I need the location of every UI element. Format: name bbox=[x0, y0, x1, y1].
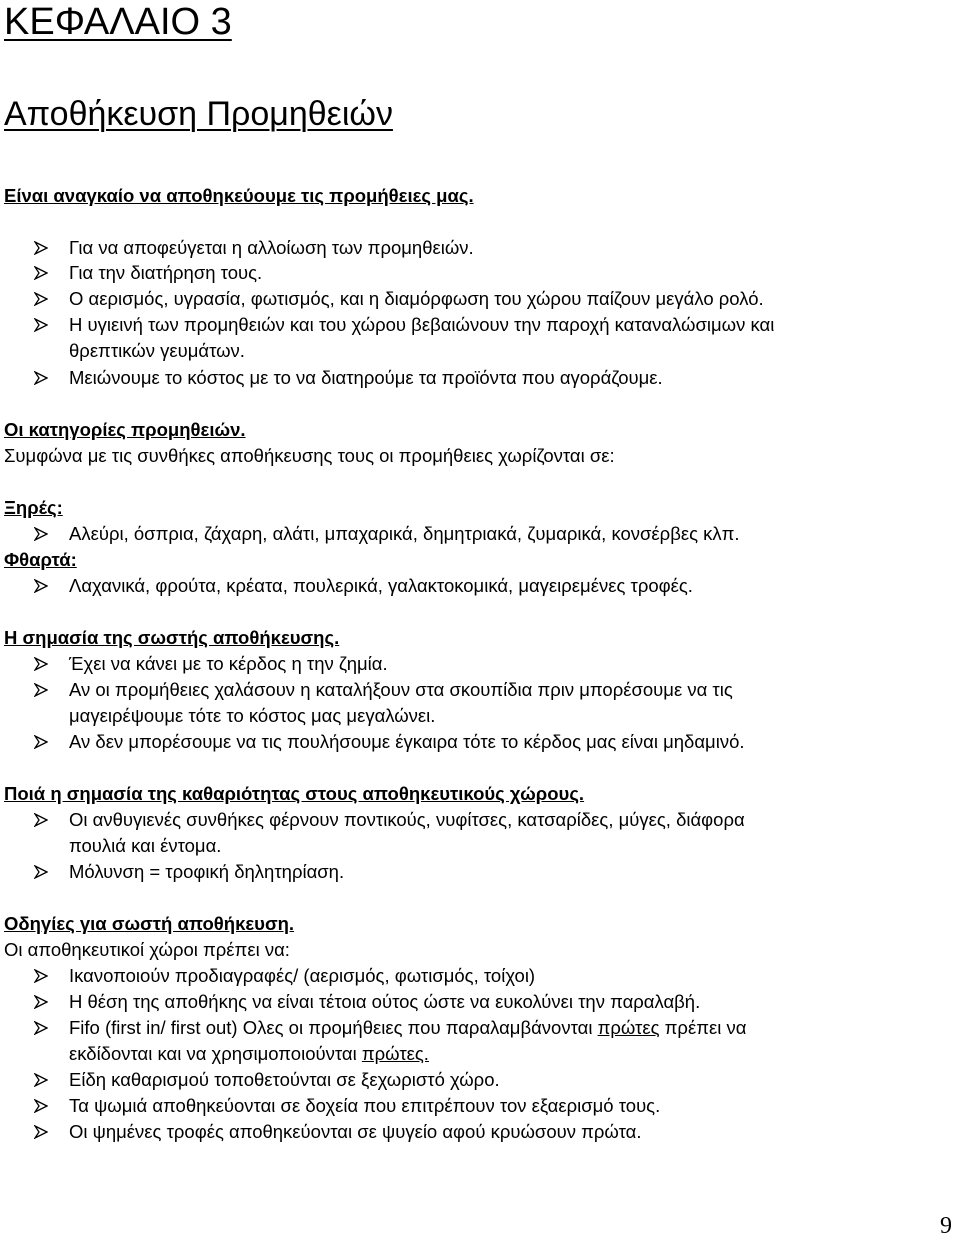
list-item: Αν οι προμήθειες χαλάσουν η καταλήξουν στα σκουπίδια πριν μπορέσουμε να τις bbox=[69, 679, 733, 700]
list-item: Οι ανθυγιενές συνθήκες φέρνουν ποντικούς, νυφίτσες, κατσαρίδες, μύγες, διάφορα bbox=[69, 809, 745, 830]
arrowhead-bullet-icon bbox=[34, 371, 48, 385]
intro-heading: Είναι αναγκαίο να αποθηκεύουμε τις προμήθειες μας. bbox=[4, 185, 474, 206]
arrowhead-bullet-icon bbox=[34, 683, 48, 697]
importance-heading: Η σημασία της σωστής αποθήκευσης. bbox=[4, 627, 340, 648]
list-item: Αν δεν μπορέσουμε να τις πουλήσουμε έγκαιρα τότε το κέρδος μας είναι μηδαμινό. bbox=[69, 731, 745, 752]
list-item-continuation: θρεπτικών γευμάτων. bbox=[69, 340, 245, 361]
perishable-label: Φθαρτά: bbox=[4, 549, 77, 570]
list-item: Λαχανικά, φρούτα, κρέατα, πουλερικά, γαλακτοκομικά, μαγειρεμένες τροφές. bbox=[69, 575, 693, 596]
arrowhead-bullet-icon bbox=[34, 813, 48, 827]
page-title: Αποθήκευση Προμηθειών bbox=[4, 95, 393, 133]
list-item: Οι ψημένες τροφές αποθηκεύονται σε ψυγείο αφού κρυώσουν πρώτα. bbox=[69, 1121, 642, 1142]
arrowhead-bullet-icon bbox=[34, 1099, 48, 1113]
list-item: Ικανοποιούν προδιαγραφές/ (αερισμός, φωτισμός, τοίχοι) bbox=[69, 965, 536, 986]
list-item: Ο αερισμός, υγρασία, φωτισμός, και η διαμόρφωση του χώρου παίζουν μεγάλο ρολό. bbox=[69, 288, 764, 309]
emphasis-first-2: πρώτες. bbox=[361, 1043, 429, 1064]
categories-text: Συμφώνα με τις συνθήκες αποθήκευσης τους οι προμήθειες χωρίζονται σε: bbox=[4, 445, 615, 466]
arrowhead-bullet-icon bbox=[34, 241, 48, 255]
arrowhead-bullet-icon bbox=[34, 318, 48, 332]
arrowhead-bullet-icon bbox=[34, 995, 48, 1009]
arrowhead-bullet-icon bbox=[34, 735, 48, 749]
list-item: Τα ψωμιά αποθηκεύονται σε δοχεία που επιτρέπουν τον εξαερισμό τους. bbox=[69, 1095, 661, 1116]
arrowhead-bullet-icon bbox=[34, 292, 48, 306]
arrowhead-bullet-icon bbox=[34, 865, 48, 879]
cleanliness-heading: Ποιά η σημασία της καθαριότητας στους αποθηκευτικούς χώρους. bbox=[4, 783, 585, 804]
list-item-continuation bbox=[69, 1041, 429, 1067]
instructions-heading: Οδηγίες για σωστή αποθήκευση. bbox=[4, 913, 295, 934]
arrowhead-bullet-icon bbox=[34, 1073, 48, 1087]
list-item: Μειώνουμε το κόστος με το να διατηρούμε τα προϊόντα που αγοράζουμε. bbox=[69, 367, 663, 388]
page-number: 9 bbox=[940, 1213, 952, 1239]
list-item: Μόλυνση = τροφική δηλητηρίαση. bbox=[69, 861, 345, 882]
arrowhead-bullet-icon bbox=[34, 1125, 48, 1139]
list-item: Αλεύρι, όσπρια, ζάχαρη, αλάτι, μπαχαρικά, δημητριακά, ζυμαρικά, κονσέρβες κλπ. bbox=[69, 523, 740, 544]
list-item: Είδη καθαρισμού τοποθετούνται σε ξεχωριστό χώρο. bbox=[69, 1069, 500, 1090]
list-item: Έχει να κάνει με το κέρδος η την ζημία. bbox=[69, 653, 388, 674]
list-item bbox=[69, 1015, 746, 1041]
chapter-heading: ΚΕΦΑΛΑΙΟ 3 bbox=[4, 1, 232, 43]
categories-heading: Οι κατηγορίες προμηθειών. bbox=[4, 419, 246, 440]
list-item-continuation: μαγειρέψουμε τότε το κόστος μας μεγαλώνει. bbox=[69, 705, 436, 726]
list-item: Για την διατήρηση τους. bbox=[69, 262, 263, 283]
arrowhead-bullet-icon bbox=[34, 527, 48, 541]
arrowhead-bullet-icon bbox=[34, 579, 48, 593]
fifo-text-end: πρέπει να bbox=[659, 1017, 747, 1038]
list-item: Η υγιεινή των προμηθειών και του χώρου βεβαιώνουν την παροχή καταναλώσιμων και bbox=[69, 314, 775, 335]
list-item: Η θέση της αποθήκης να είναι τέτοια ούτος ώστε να ευκολύνει την παραλαβή. bbox=[69, 991, 701, 1012]
fifo-continuation: εκδίδονται και να χρησιμοποιούνται bbox=[69, 1043, 362, 1064]
list-item-continuation: πουλιά και έντομα. bbox=[69, 835, 222, 856]
list-item: Για να αποφεύγεται η αλλοίωση των προμηθειών. bbox=[69, 237, 474, 258]
arrowhead-bullet-icon bbox=[34, 1021, 48, 1035]
arrowhead-bullet-icon bbox=[34, 657, 48, 671]
emphasis-first: πρώτες bbox=[597, 1017, 660, 1038]
fifo-text: Fifo (first in/ first out) Ολες οι προμήθειες που παραλαμβάνονται bbox=[69, 1017, 598, 1038]
dry-label: Ξηρές: bbox=[4, 497, 63, 518]
instructions-text: Οι αποθηκευτικοί χώροι πρέπει να: bbox=[4, 939, 290, 960]
arrowhead-bullet-icon bbox=[34, 969, 48, 983]
arrowhead-bullet-icon bbox=[34, 266, 48, 280]
